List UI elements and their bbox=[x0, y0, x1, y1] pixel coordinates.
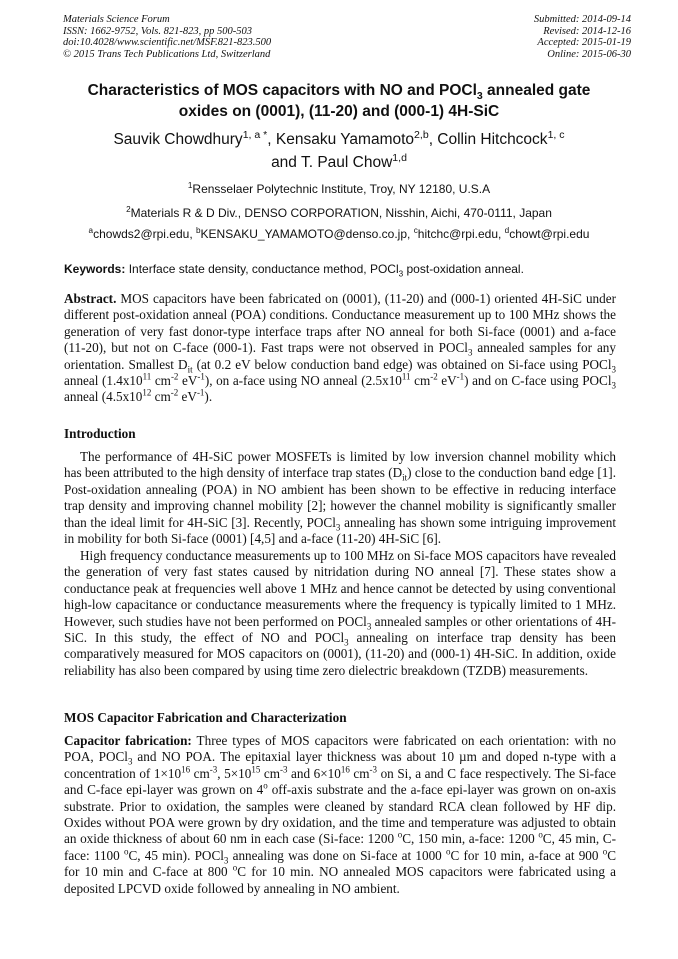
keywords-label: Keywords: bbox=[64, 262, 126, 276]
online-date: Online: 2015-06-30 bbox=[547, 48, 631, 60]
accepted-date: Accepted: 2015-01-19 bbox=[537, 37, 631, 49]
author-list: Sauvik Chowdhury$^{1, a *}$, Kensaku Yamamoto$^{2,b}$, Collin Hitchcock$^{1, c}$ and T. Paul Chow$^{1,d}$ bbox=[113, 128, 565, 171]
dates-header bbox=[534, 14, 631, 60]
revised-date: Revised: 2014-12-16 bbox=[543, 25, 631, 37]
keywords-line: Keywords: Interface state density, conductance method, POCl$_3$ post-oxidation anneal. bbox=[64, 262, 524, 279]
abstract-label: Abstract. bbox=[64, 291, 117, 306]
introduction-heading: Introduction bbox=[64, 426, 136, 441]
email-link[interactable]: hitchc@rpi.edu, bbox=[417, 227, 505, 241]
author-emails: $^a$chowds2@rpi.edu, $^b$KENSAKU_YAMAMOTO@denso.co.jp, $^c$hitchc@rpi.edu, $^d$chowt@rpi.edu bbox=[88, 226, 590, 241]
author-name: , Collin Hitchcock bbox=[428, 131, 548, 148]
fabrication-paragraph: Capacitor fabrication: Three types of MOS capacitors were fabricated on each orientation: with no POA, POCl$_3$ and NO POA. The epitaxial layer thickness was about 10 µm and doped n-type with a concentration of $1\times 10^{16}$ $cm^{-3}$, $5\times 10^{15}$ $cm^{-3}$ and $6\times 10^{16}$ $cm^{-3}$ on Si, a and C face respectively. The Si-face and C-face epi-layer was grown on 4$^o$ off-axis substrate and the a-face epi-layer was grown on on-axis substrate. Prior to oxidation, the samples were cleaned by standard RCA clean followed by HF dip. Oxides without POA were grown by dry oxidation, and the time and temperature was adjusted to obtain an oxide thickness of about 60 nm in each case (Si-face: 1200 $^o$C, 150 min, a-face: 1200 $^o$C, 45 min, C-face: 1100 $^o$C, 45 min). POCl$_3$ annealing was done on Si-face at 1000 $^o$C for 10 min, a-face at 900 $^o$C for 10 min and C-face at 800 $^o$C for 10 min. NO annealed MOS capacitors were fabricated using a deposited LPCVD oxide followed by annealing in NO ambient. bbox=[64, 733, 617, 896]
copyright-line: © 2015 Trans Tech Publications Ltd, Switzerland bbox=[63, 48, 271, 60]
author-name: , Kensaku Yamamoto bbox=[267, 131, 415, 148]
affiliation-2: $^2$Materials R & D Div., DENSO CORPORATION, Nisshin, Aichi, 470-0111, Japan bbox=[126, 205, 552, 220]
affiliation-1: $^1$Rensselaer Polytechnic Institute, Troy, NY 12180, U.S.A bbox=[187, 181, 491, 196]
paper-title: Characteristics of MOS capacitors with NO and POCl$_3$ annealed gate oxides on (0001), (11-20) and (000-1) 4H-SiC bbox=[87, 82, 591, 120]
fabrication-heading: MOS Capacitor Fabrication and Characterization bbox=[64, 710, 347, 725]
introduction-paragraph-2: High frequency conductance measurements up to 100 MHz on Si-face MOS capacitors have revealed the generation of very fast states caused by nitridation during NO anneal [7]. These states show a conductance peak at frequencies well above 1 MHz and hence cannot be detected by using conventional high-low capacitance or conductance measurements where the frequency is typically limited to 1 MHz. However, such studies have not been performed on POCl$_3$ annealed samples or other orientations of 4H-SiC. In this study, the effect of NO and POCl$_3$ annealing on interface trap density has been comparatively measured for MOS capacitors on (0001), (11-20) and (000-1) 4H-SiC. In addition, oxide reliability has also been compared by using time zero dielectric breakdown (TZDB) measurements. bbox=[64, 548, 616, 678]
author-name: and T. Paul Chow bbox=[271, 154, 393, 171]
journal-name: Materials Science Forum bbox=[63, 14, 170, 25]
email-link[interactable]: KENSAKU_YAMAMOTO@denso.co.jp, bbox=[200, 227, 414, 241]
fabrication-label: Capacitor fabrication: bbox=[64, 733, 192, 748]
doi-line: doi:10.4028/www.scientific.net/MSF.821-823.500 bbox=[63, 37, 272, 49]
abstract-paragraph: Abstract. MOS capacitors have been fabricated on (0001), (11-20) and (000-1) oriented 4H-SiC under different post-oxidation anneal (POA) conditions. Conductance measurement up to 100 MHz shows the generation of very fast donor-type interface traps after NO anneal for both Si-face (0001) and a-face (11-20), but not on C-face (000-1). Fast traps were not observed in POCl$_3$ annealed samples for any orientation. Smallest $D_{it}$ (at 0.2 eV below conduction band edge) was obtained on Si-face using POCl$_3$ anneal ($1.4x10^{11}$ $cm^{-2}$ $eV^{-1}$), on a-face using NO anneal ($2.5x10^{11}$ $cm^{-2}$ $eV^{-1}$) and on C-face using POCl$_3$ anneal ($4.5x10^{12}$ $cm^{-2}$ $eV^{-1}$). bbox=[64, 291, 617, 405]
introduction-paragraph-1: The performance of 4H-SiC power MOSFETs is limited by low inversion channel mobility which has been attributed to the high density of interface trap states $(D_{it})$ close to the conduction band edge [1]. Post-oxidation annealing (POA) in NO ambient has been shown to be effective in reducing interface trap density and improving channel mobility [2]; however the channel mobility is significantly smaller than the ideal limit for 4H-SiC [3]. Recently, POCl$_3$ annealing has shown some intriguing improvement in mobility for both Si-face (0001) [4,5] and a-face (11-20) 4H-SiC [6]. bbox=[64, 449, 617, 547]
email-link[interactable]: chowds2@rpi.edu, bbox=[93, 227, 196, 241]
issn-line: ISSN: 1662-9752, Vols. 821-823, pp 500-503 bbox=[63, 25, 252, 37]
submitted-date: Submitted: 2014-09-14 bbox=[533, 14, 631, 25]
journal-header bbox=[63, 14, 271, 60]
email-link[interactable]: chowt@rpi.edu bbox=[509, 227, 590, 241]
author-name: Sauvik Chowdhury bbox=[113, 131, 243, 148]
